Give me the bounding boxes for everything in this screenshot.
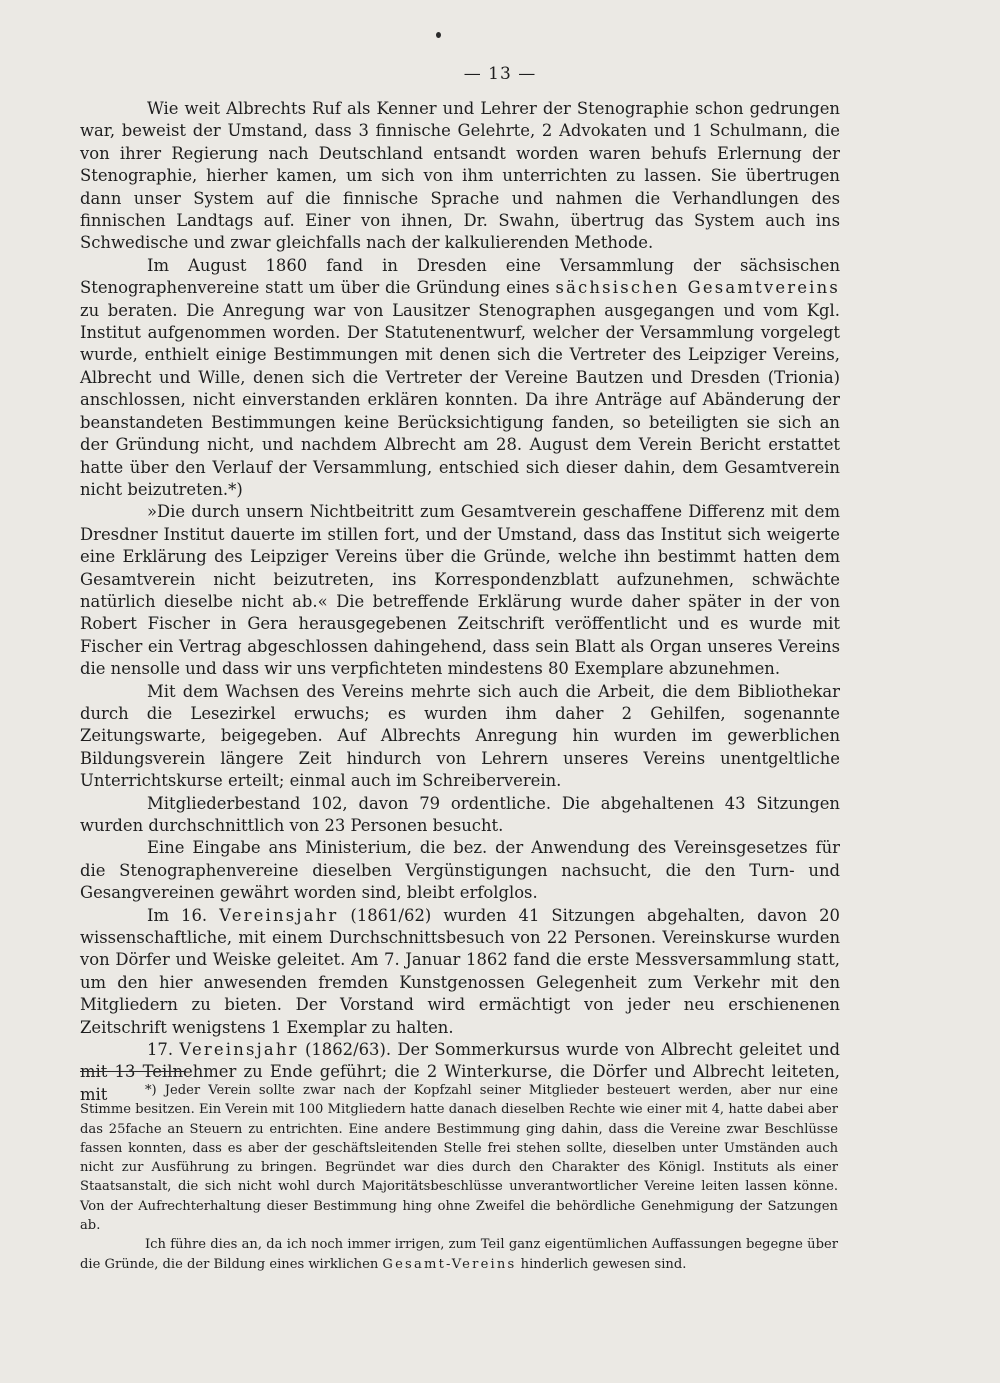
paragraph-text: Mitgliederbestand 102, davon 79 ordentliche. Die abgehaltenen 43 Sitzungen wurden durchschnittlich von 23 Personen besucht. xyxy=(80,793,840,835)
emphasized-text: sächsischen Gesamtvereins xyxy=(555,278,840,298)
paragraph xyxy=(80,681,840,793)
paragraph-text: Wie weit Albrechts Ruf als Kenner und Lehrer der Stenographie schon gedrungen war, beweist der Umstand, dass 3 finnische Gelehrte, 2 Advokaten und 1 Schulmann, die von ihrer Regierung nach Deutschland entsandt worden waren behufs Erlernung der Stenographie, hierher kamen, um sich von ihm unterrichten zu lassen. Sie übertrugen dann unser System auf die finnische Sprache und nahmen die Verhandlungen des finnischen Landtags auf. Einer von ihnen, Dr. Swahn, übertrug das System auch ins Schwedische und zwar gleichfalls nach der kalkulierenden Methode. xyxy=(80,99,840,253)
paragraph-text: (1862/63). Der Sommerkursus wurde von Albrecht geleitet und mit 13 Teilnehmer zu Ende geführt; die 2 Winterkurse, die Dörfer und Albrecht leiteten, mit xyxy=(80,1040,841,1104)
paragraph-text: Eine Eingabe ans Ministerium, die bez. der Anwendung des Vereinsgesetzes für die Stenographenvereine dieselben Vergünstigungen nachsucht, die den Turn- und Gesangvereinen gewährt worden sind, bleibt erfolglos. xyxy=(80,838,840,903)
footnote-text: hinderlich gewesen sind. xyxy=(516,1256,687,1272)
paragraph-text: »Die durch unsern Nichtbeitritt zum Gesamtverein geschaffene Differenz mit dem Dresdner Institut dauerte im stillen fort, und der Umstand, dass das Institut sich weigerte eine Erklärung des Leipziger Vereins über die Gründe, welche ihn bestimmt hatten dem Gesamtverein nicht beizutreten, ins Korrespondenzblatt aufzunehmen, schwächte natürlich dieselbe nicht ab.« Die betreffende Erklärung wurde daher später in der von Robert Fischer in Gera herausgegebenen Zeitschrift veröffentlicht und es wurde mit Fischer ein Vertrag abgeschlossen dahingehend, dass sein Blatt als Organ unseres Vereins die nensolle und dass wir uns verpfichteten mindestens 80 Exemplare abzunehmen. xyxy=(80,502,840,679)
paragraph-text: 17. xyxy=(147,1040,180,1060)
emphasized-text: Gesamt-Vereins xyxy=(382,1256,517,1272)
emphasized-text: Vereinsjahr xyxy=(219,905,339,925)
footnote-rule xyxy=(80,1071,186,1072)
paragraph xyxy=(80,905,840,1039)
paragraph-text: Im 16. xyxy=(147,905,220,925)
paragraph-text: Mit dem Wachsen des Vereins mehrte sich auch die Arbeit, die dem Bibliothekar durch die Lesezirkel erwuchs; es wurden ihm daher 2 Gehilfen, sogenannte Zeitungswarte, beigegeben. Auf Albrechts Anregung hin wurden im gewerblichen Bildungsverein längere Zeit hindurch von Lehrern unseres Vereins unentgeltliche Unterrichtskurse erteilt; einmal auch im Schreiberverein. xyxy=(80,681,840,791)
body-text xyxy=(80,98,840,1106)
paragraph xyxy=(80,837,840,904)
footnote xyxy=(80,1081,838,1235)
paragraph xyxy=(80,501,840,680)
paragraph xyxy=(80,793,840,838)
ink-dot xyxy=(436,32,441,38)
paragraph xyxy=(80,255,840,501)
footnotes xyxy=(80,1081,838,1274)
page-number: — 13 — xyxy=(463,64,537,84)
emphasized-text: Vereinsjahr xyxy=(179,1040,299,1060)
paragraph xyxy=(80,98,840,255)
footnote-text: *) Jeder Verein sollte zwar nach der Kopfzahl seiner Mitglieder besteuert werden, aber nur eine Stimme besitzen. Ein Verein mit 100 Mitgliedern hatte danach dieselben Rechte wie einer mit 4, hatte dabei aber das 25fache an Steuern zu entrichten. Eine andere Bestimmung ging dahin, dass die Vereine zwar Beschlüsse fassen konnten, dass es aber der geschäftsleitenden Stelle frei stehen sollte, dieselben unter Umständen auch nicht zur Ausführung zu bringen. Begründet war dies durch den Charakter des Königl. Instituts als einer Staatsanstalt, die sich nicht wohl durch Majoritätsbeschlüsse unverantwortlicher Vereine leiten lassen könne. Von der Aufrechterhaltung dieser Bestimmung hing ohne Zweifel die behördliche Genehmigung der Satzungen ab. xyxy=(80,1083,838,1234)
paragraph-text: (1861/62) wurden 41 Sitzungen abgehalten, davon 20 wissenschaftliche, mit einem Durchschnittsbesuch von 22 Personen. Vereinskurse wurden von Dörfer und Weiske geleitet. Am 7. Januar 1862 fand die erste Messversammlung statt, um den hier anwesenden fremden Kunstgenossen Gelegenheit zum Verkehr mit den Mitgliedern zu bieten. Der Vorstand wird ermächtigt von jeder neu erschienenen Zeitschrift wenigstens 1 Exemplar zu halten. xyxy=(80,905,840,1037)
paragraph-text: Im August 1860 fand in Dresden eine Versammlung der sächsischen Stenographenvereine statt um über die Gründung eines xyxy=(80,255,840,298)
footnote-text: Ich führe dies an, da ich noch immer irrigen, zum Teil ganz eigentümlichen Auffassungen begegne über die Gründe, die der Bildung eines wirklichen xyxy=(80,1237,838,1272)
paragraph-text: zu beraten. Die Anregung war von Lausitzer Stenographen ausgegangen und vom Kgl. Institut aufgenommen worden. Der Statutenentwurf, welcher der Versammlung vorgelegt wurde, enthielt einige Bestimmungen mit denen sich die Vertreter des Leipziger Vereins, Albrecht und Wille, denen sich die Vertreter der Vereine Bautzen und Dresden (Trionia) anschlossen, nicht einverstanden erklären konnten. Da ihre Anträge auf Abänderung der beanstandeten Bestimmungen keine Berücksichtigung fanden, so beteiligten sie sich an der Gründung nicht, und nachdem Albrecht am 28. August dem Verein Bericht erstattet hatte über den Verlauf der Versammlung, entschied sich dieser dahin, dem Gesamtverein nicht beizutreten.*) xyxy=(80,300,840,499)
footnote xyxy=(80,1235,838,1274)
